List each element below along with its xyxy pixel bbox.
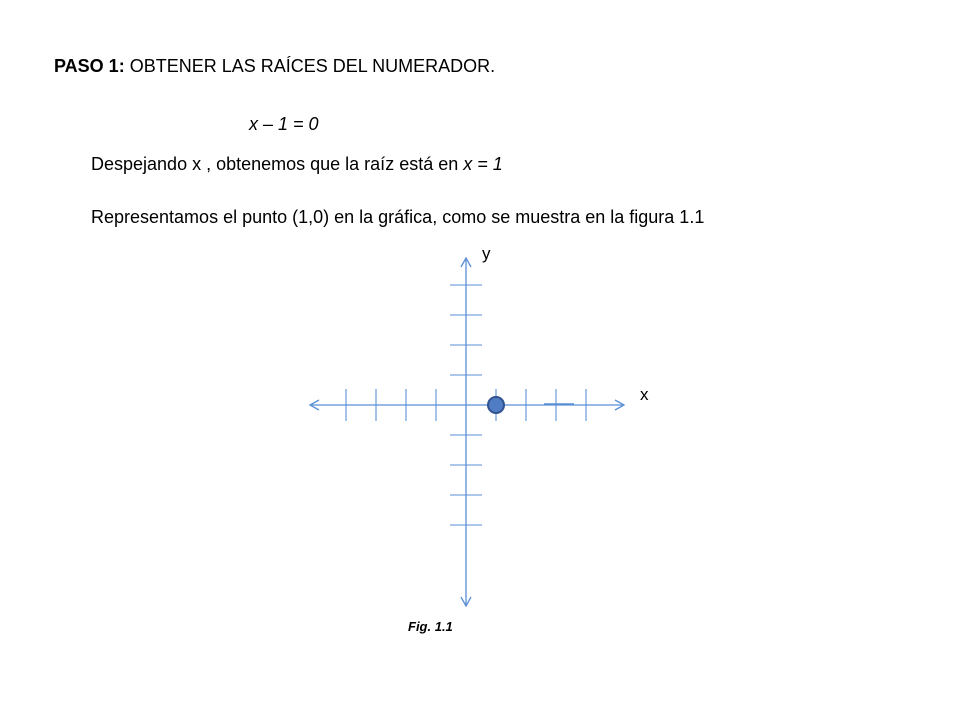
root-point [488,397,504,413]
y-axis-label: y [482,244,491,263]
root-value: x = 1 [463,154,503,174]
step-title: OBTENER LAS RAÍCES DEL NUMERADOR. [124,56,496,76]
x-axis-label: x [640,385,649,404]
figure-caption: Fig. 1.1 [408,619,453,634]
represent-text: Representamos el punto (1,0) en la gráfica, como se muestra en la figura 1.1 [91,207,705,227]
step-label: PASO 1: [54,56,125,76]
solve-text-prefix: Despejando x , obtenemos que la raíz está en [91,154,464,174]
equation: x – 1 = 0 [249,114,319,134]
